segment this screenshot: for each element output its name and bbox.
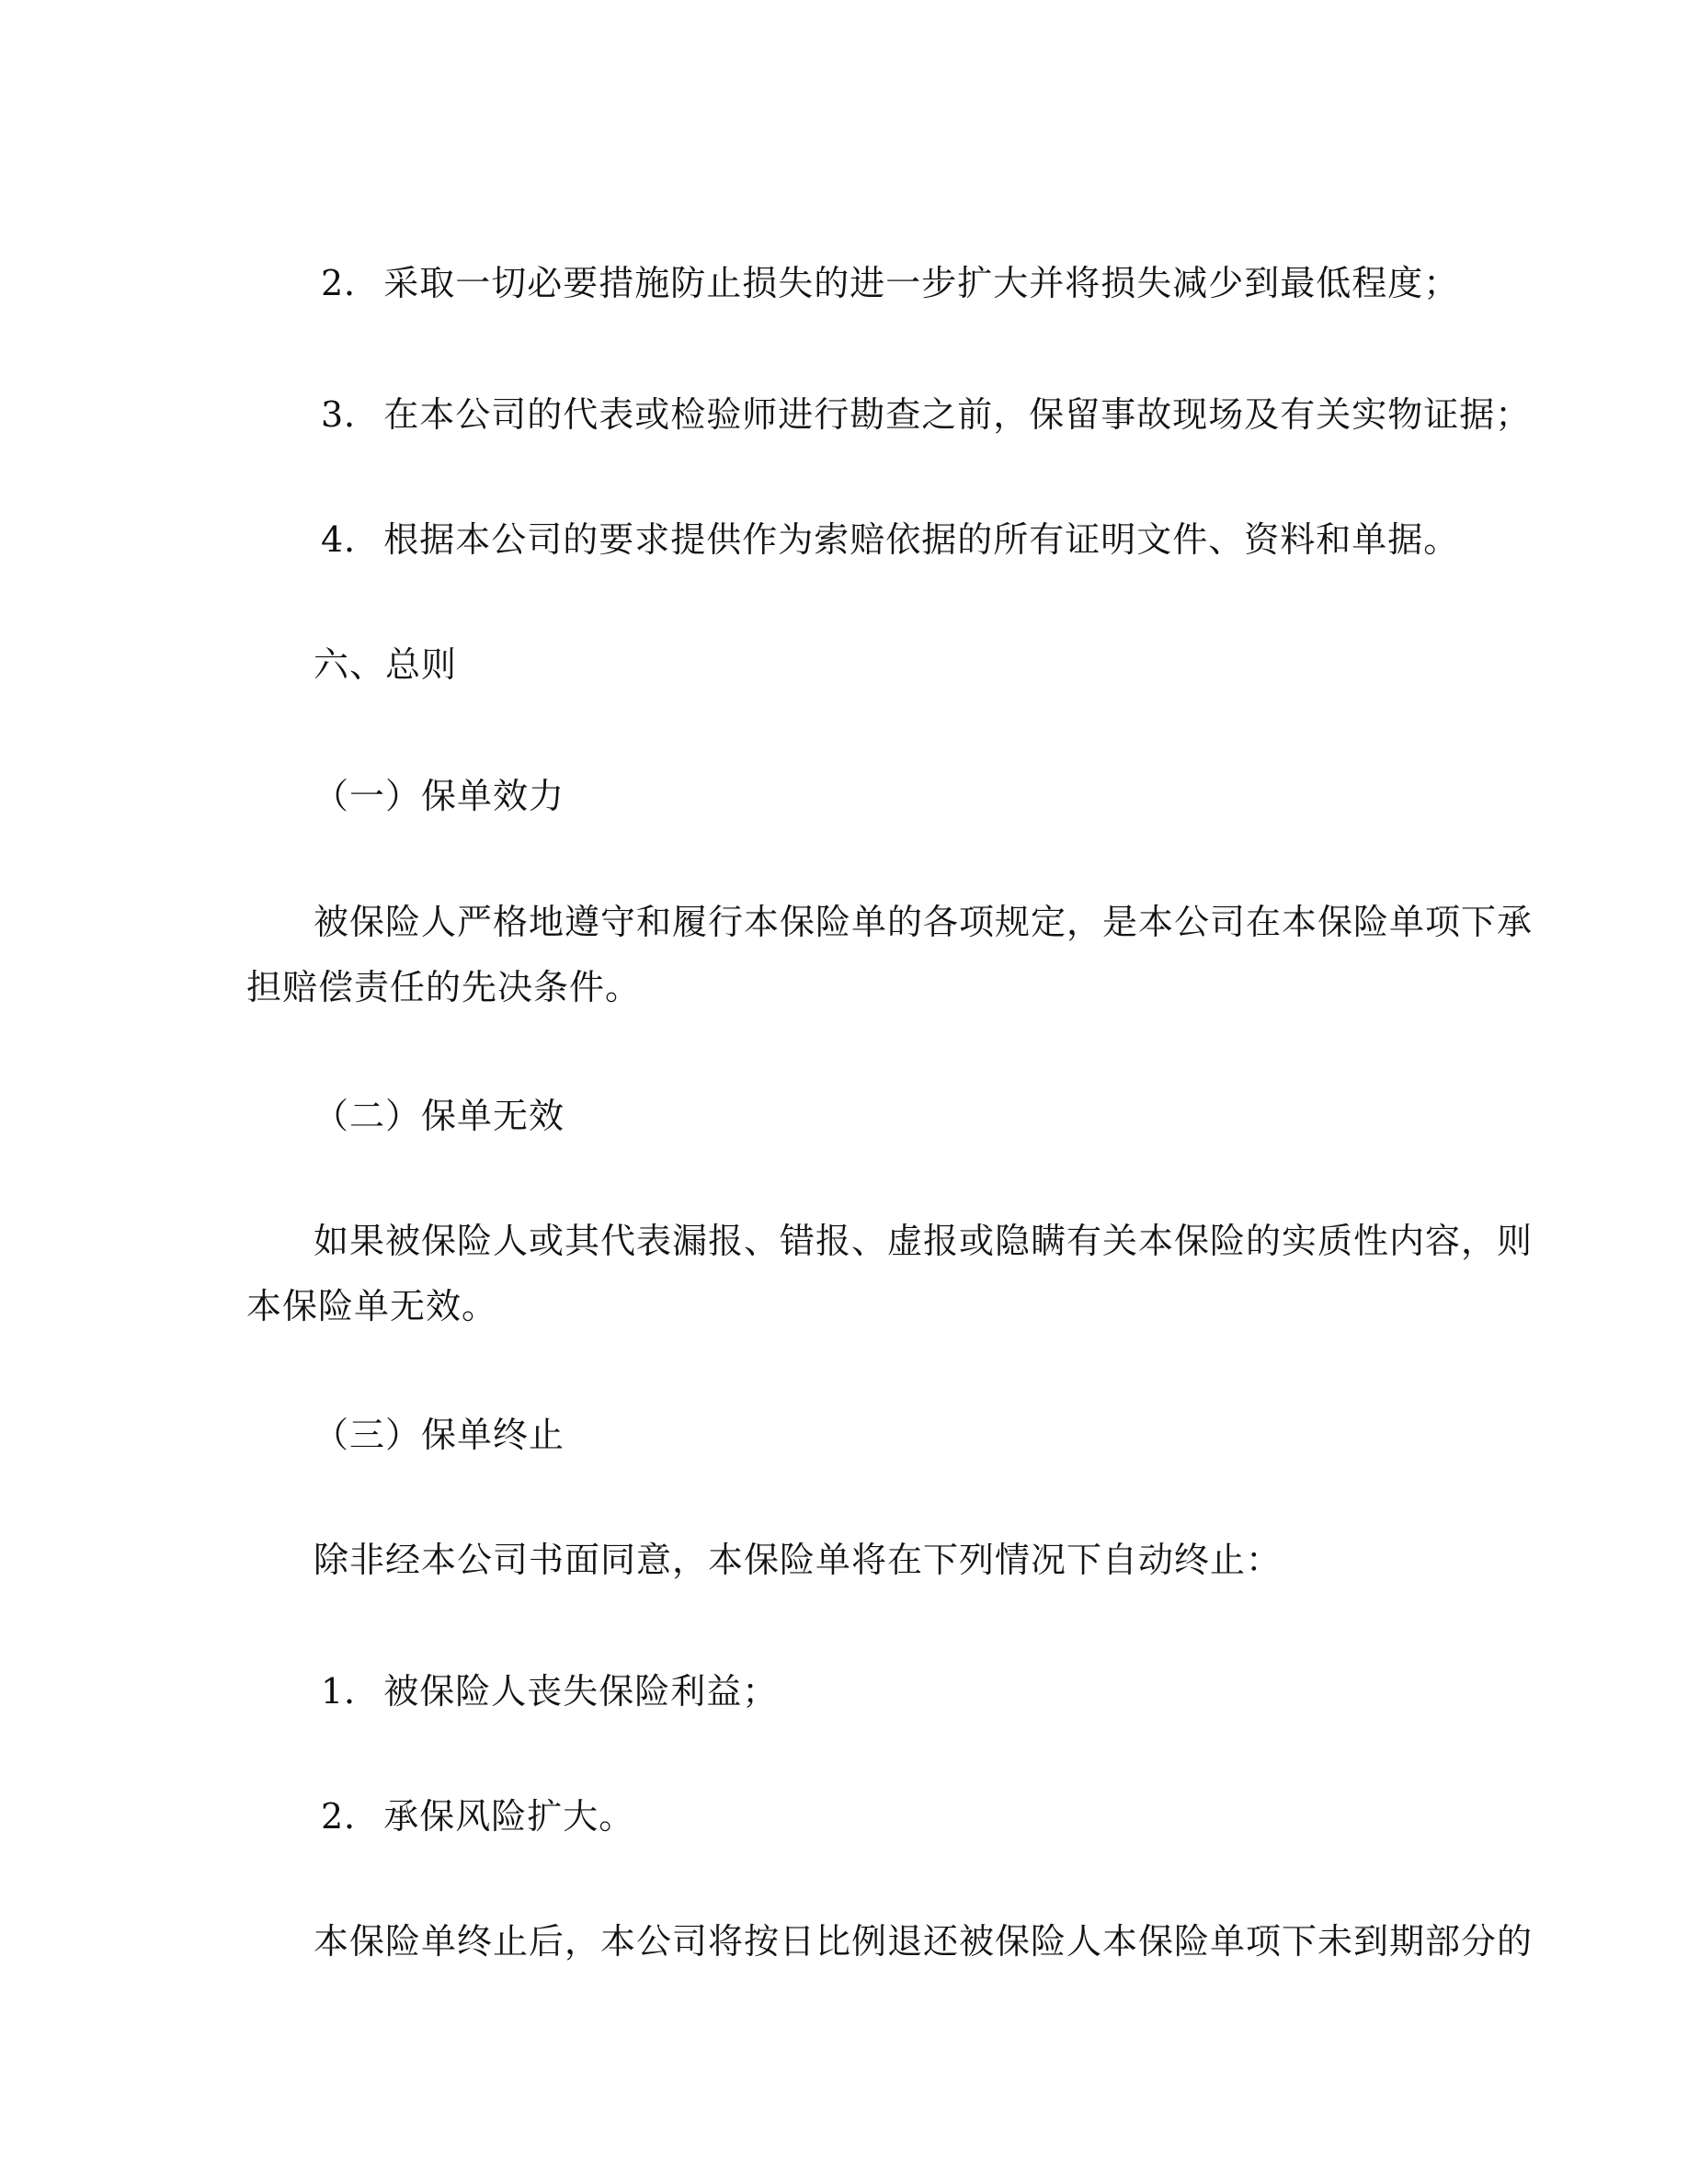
item-number: 2． (321, 1796, 381, 1837)
subsection-heading: （二）保单无效 (314, 1096, 565, 1136)
paragraph-line: 担赔偿责任的先决条件。 (246, 967, 642, 1007)
item-number: 2． (321, 263, 381, 303)
item-text: 在本公司的代表或检验师进行勘查之前，保留事故现场及有关实物证据； (383, 394, 1532, 435)
subsection-heading: （一）保单效力 (314, 776, 565, 816)
item-number: 3． (321, 394, 381, 435)
item-number: 4． (321, 519, 381, 560)
list-item (321, 1795, 634, 1837)
paragraph-line: 本保险单无效。 (246, 1286, 498, 1326)
item-text: 采取一切必要措施防止损失的进一步扩大并将损失减少到最低程度； (383, 263, 1460, 303)
list-item (321, 262, 1459, 304)
list-item (321, 393, 1531, 436)
paragraph-line: 如果被保险人或其代表漏报、错报、虚报或隐瞒有关本保险的实质性内容，则 (314, 1221, 1534, 1261)
section-heading: 六、总则 (314, 644, 458, 685)
item-text: 根据本公司的要求提供作为索赔依据的所有证明文件、资料和单据。 (383, 519, 1460, 560)
subsection-heading: （三）保单终止 (314, 1415, 565, 1455)
paragraph-line: 除非经本公司书面同意，本保险单将在下列情况下自动终止： (314, 1540, 1283, 1580)
item-number: 1． (321, 1671, 381, 1712)
list-item (321, 518, 1459, 561)
paragraph-line: 本保险单终止后，本公司将按日比例退还被保险人本保险单项下未到期部分的 (314, 1921, 1534, 1962)
item-text: 承保风险扩大。 (383, 1796, 635, 1837)
list-item (321, 1670, 778, 1712)
item-text: 被保险人丧失保险利益； (383, 1671, 779, 1712)
paragraph-line: 被保险人严格地遵守和履行本保险单的各项规定，是本公司在本保险单项下承 (314, 902, 1534, 942)
